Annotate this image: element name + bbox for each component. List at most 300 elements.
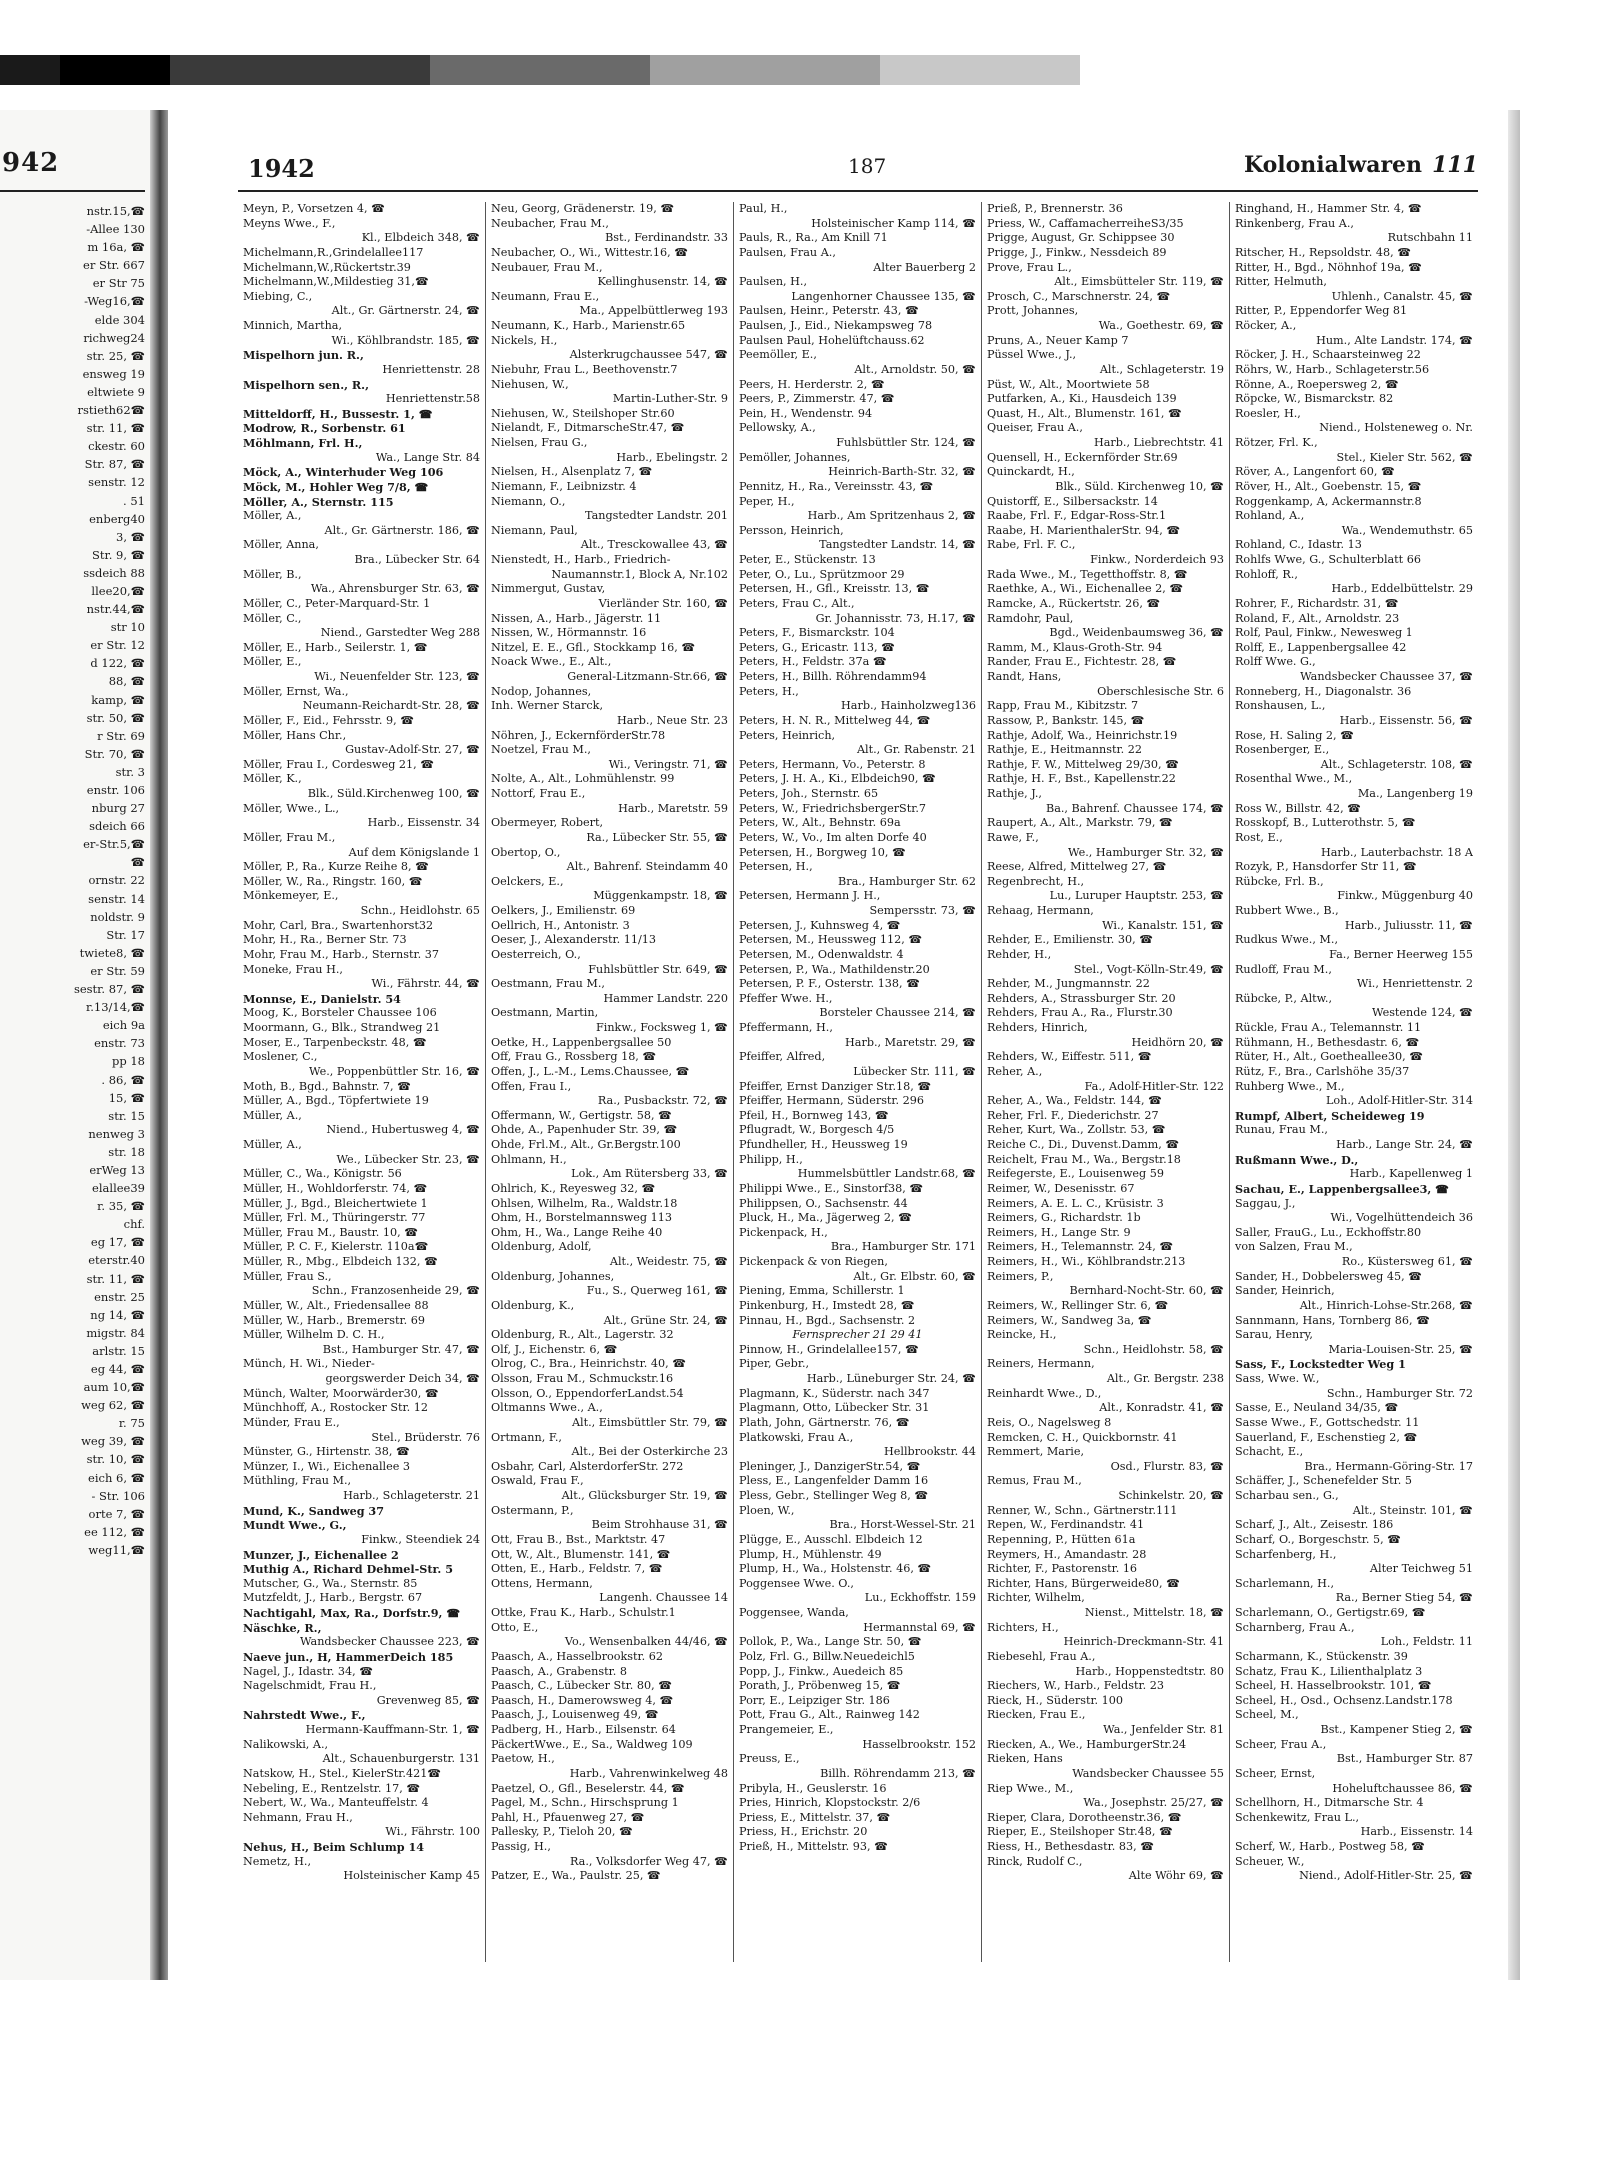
directory-entry-line: Müller, Frau M., Baustr. 10, ☎ bbox=[243, 1225, 419, 1239]
directory-entry-line: Olf, J., Eichenstr. 6, ☎ bbox=[491, 1342, 618, 1356]
directory-entry-line: Rehders, W., Eiffestr. 511, ☎ bbox=[987, 1050, 1152, 1064]
directory-entry-line: Quistorff, E., Silbersackstr. 14 bbox=[987, 494, 1158, 508]
directory-entry-line: Rütz, F., Bra., Carlshöhe 35/37 bbox=[1235, 1064, 1410, 1078]
directory-entry-line: Niebuhr, Frau L., Beethovenstr.7 bbox=[491, 362, 678, 376]
directory-entry-line: Wa., Ahrensburger Str. 63, ☎ bbox=[310, 582, 480, 596]
directory-entry-line: Ramdohr, Paul, bbox=[987, 611, 1074, 625]
directory-entry-line: Rosenberger, E., bbox=[1235, 743, 1330, 757]
facing-page-text bbox=[0, 202, 145, 1559]
directory-entry-line: Wi., Veringstr. 71, ☎ bbox=[608, 757, 728, 771]
directory-entry-line: Hasselbrookstr. 152 bbox=[862, 1737, 976, 1751]
directory-entry-line: Möller, Ernst, Wa., bbox=[243, 684, 349, 698]
directory-entry-line: Ross W., Billstr. 42, ☎ bbox=[1235, 801, 1362, 815]
directory-entry-line: Rieper, Clara, Dorotheenstr.36, ☎ bbox=[987, 1810, 1182, 1824]
directory-entry-line: Scharnberg, Frau A., bbox=[1235, 1620, 1355, 1634]
facing-page-line: ssdeich 88 bbox=[83, 565, 145, 580]
directory-entry-line: Paetow, H., bbox=[491, 1752, 555, 1766]
directory-entry-line: Wa., Goethestr. 69, ☎ bbox=[1098, 319, 1224, 332]
directory-entry-line: Paulsen, J., Eid., Niekampsweg 78 bbox=[739, 319, 933, 332]
directory-entry-line: Nickels, H., bbox=[491, 333, 558, 347]
directory-entry-line: Fuhlsbüttler Str. 124, ☎ bbox=[836, 436, 976, 449]
facing-page-line: r. 75 bbox=[118, 1416, 145, 1431]
directory-entry-line: PäckertWwe., E., Sa., Waldweg 109 bbox=[491, 1737, 693, 1751]
directory-entry-line: Raabe, H. MarienthalerStr. 94, ☎ bbox=[987, 523, 1181, 537]
directory-entry-line: Padberg, H., Harb., Eilsenstr. 64 bbox=[491, 1723, 676, 1736]
directory-entry-line: Tangstedter Landstr. 14, ☎ bbox=[819, 538, 976, 552]
directory-entry-line: Ma., Appelbüttlerweg 193 bbox=[579, 304, 728, 318]
directory-entry-line: Riess, H., Bethesdastr. 83, ☎ bbox=[987, 1840, 1155, 1853]
directory-entry-line: Möller, C., Peter-Marquard-Str. 1 bbox=[243, 596, 431, 610]
facing-page-line: er Str 75 bbox=[92, 276, 145, 291]
directory-entry-line: Rander, Frau E., Fichtestr. 28, ☎ bbox=[987, 655, 1177, 669]
directory-entry-line: Mohr, Carl, Bra., Swartenhorst32 bbox=[243, 918, 434, 932]
directory-entry-line: Pfeiffer, Ernst Danziger Str.18, ☎ bbox=[739, 1079, 932, 1093]
directory-entry-line: Ottke, Frau K., Harb., Schulstr.1 bbox=[491, 1606, 676, 1619]
header-rule bbox=[0, 190, 145, 192]
directory-entry-line: Richters, H., bbox=[987, 1620, 1059, 1634]
directory-entry-line: Offen, J., L.-M., Lems.Chaussee, ☎ bbox=[491, 1064, 690, 1078]
directory-entry-line: Scharlemann, H., bbox=[1235, 1576, 1335, 1590]
directory-column-1 bbox=[238, 202, 486, 1962]
book-binding bbox=[150, 110, 168, 1980]
directory-entry-line: Sannmann, Hans, Tornberg 86, ☎ bbox=[1235, 1313, 1431, 1327]
directory-entry-line: Rinkenberg, Frau A., bbox=[1235, 216, 1354, 230]
directory-entry-line: Hermannstal 69, ☎ bbox=[863, 1620, 976, 1634]
directory-entry-line: Prangemeier, E., bbox=[739, 1723, 834, 1736]
directory-entry-line: Peters, H., bbox=[739, 684, 799, 698]
scan-edge-mark bbox=[430, 55, 650, 85]
directory-entry-line: Peters, H., Feldstr. 37a ☎ bbox=[739, 655, 887, 669]
directory-entry-line: Ohlrich, K., Reyesweg 32, ☎ bbox=[491, 1181, 656, 1195]
directory-entry-line: Piening, Emma, Schillerstr. 1 bbox=[739, 1284, 905, 1298]
directory-entry-line: Pluck, H., Ma., Jägerweg 2, ☎ bbox=[739, 1211, 913, 1225]
facing-page-line: pp 18 bbox=[111, 1054, 145, 1069]
directory-entry-line: Auf dem Königslande 1 bbox=[348, 845, 480, 859]
directory-entry-line: Paetzel, O., Gfl., Beselerstr. 44, ☎ bbox=[491, 1781, 685, 1795]
directory-entry-line: Prigge, J., Finkw., Nessdeich 89 bbox=[987, 245, 1167, 259]
directory-entry-line: Pickenpack, H., bbox=[739, 1225, 828, 1239]
directory-entry-line: Alte Wöhr 69, ☎ bbox=[1128, 1869, 1224, 1883]
directory-entry-line: Pleninger, J., DanzigerStr.54, ☎ bbox=[739, 1459, 921, 1473]
directory-entry-line: Hummelsbüttler Landstr.68, ☎ bbox=[797, 1167, 976, 1181]
facing-page-line: richweg24 bbox=[83, 330, 145, 345]
facing-page-line: -Allee 130 bbox=[86, 222, 145, 237]
directory-entry-line: Möller, B., bbox=[243, 567, 302, 581]
facing-page-line: er Str. 59 bbox=[90, 963, 145, 978]
facing-page-line: er-Str.5,☎ bbox=[83, 837, 145, 852]
directory-entry-line: Münch, H. Wi., Nieder- bbox=[243, 1357, 375, 1371]
facing-page-line: str. 11, ☎ bbox=[86, 1271, 145, 1286]
directory-entry-line: Wi., Fährstr. 100 bbox=[385, 1825, 480, 1839]
directory-entry-line: Nagel, J., Idastr. 34, ☎ bbox=[243, 1664, 374, 1678]
page-header bbox=[238, 150, 1478, 186]
directory-entry-line: Rehders, Hinrich, bbox=[987, 1021, 1088, 1034]
facing-page-line: str. 3 bbox=[115, 764, 145, 779]
scan-edge-mark bbox=[0, 55, 60, 85]
directory-entry-line: Holsteinischer Kamp 45 bbox=[343, 1869, 480, 1883]
directory-entry-line: Mohr, Frau M., Harb., Sternstr. 37 bbox=[243, 947, 439, 961]
page-edge bbox=[1508, 110, 1520, 1980]
directory-entry-line: Patzer, E., Wa., Paulstr. 25, ☎ bbox=[491, 1869, 661, 1883]
directory-entry-line: Rutschbahn 11 bbox=[1387, 231, 1473, 245]
directory-entry-line: Pahl, H., Pfauenweg 27, ☎ bbox=[491, 1810, 645, 1824]
directory-entry-line: Ra., Pusbackstr. 72, ☎ bbox=[597, 1094, 728, 1108]
directory-entry-line: Finkw., Steendiek 24 bbox=[361, 1532, 480, 1546]
directory-entry-line: Reher, A., bbox=[987, 1064, 1043, 1078]
facing-page-line: enberg40 bbox=[89, 511, 145, 526]
directory-entry-line: Priess, W., CaffamacherreiheS3/35 bbox=[987, 216, 1184, 230]
directory-entry-line: Mönkemeyer, E., bbox=[243, 889, 339, 903]
directory-entry-line: Pfundheller, H., Heussweg 19 bbox=[739, 1138, 908, 1151]
directory-entry-line: Wandsbecker Chaussee 223, ☎ bbox=[300, 1635, 480, 1649]
directory-entry-line: Scharmann, K., Stückenstr. 39 bbox=[1235, 1649, 1408, 1663]
facing-page-line: kamp, ☎ bbox=[91, 692, 145, 707]
directory-entry-line: Philippsen, O., Sachsenstr. 44 bbox=[739, 1196, 908, 1210]
directory-entry-line: Hum., Alte Landstr. 174, ☎ bbox=[1316, 333, 1473, 347]
directory-entry-line: Münder, Frau E., bbox=[243, 1415, 340, 1429]
directory-entry-line: Priess, H., Erichstr. 20 bbox=[739, 1825, 868, 1839]
directory-entry-line: Harb., Hainholzweg136 bbox=[841, 699, 976, 713]
directory-entry-line: Putfarken, A., Ki., Hausdeich 139 bbox=[987, 392, 1177, 406]
directory-entry-line: Ronshausen, L., bbox=[1235, 699, 1326, 713]
directory-entry-line: Munzer, J., Eichenallee 2 bbox=[243, 1547, 399, 1562]
directory-entry-line: Loh., Feldstr. 11 bbox=[1380, 1635, 1473, 1649]
directory-entry-line: Wa., Jenfelder Str. 81 bbox=[1103, 1723, 1224, 1736]
directory-entry-line: Prosch, C., Marschnerstr. 24, ☎ bbox=[987, 289, 1171, 303]
directory-entry-line: Oswald, Frau F., bbox=[491, 1474, 584, 1488]
directory-entry-line: Harb., Am Spritzenhaus 2, ☎ bbox=[807, 509, 976, 523]
directory-entry-line: Schatz, Frau K., Lilienthalplatz 3 bbox=[1235, 1664, 1423, 1678]
directory-entry-line: Harb., Vahrenwinkelweg 48 bbox=[569, 1766, 728, 1780]
directory-entry-line: Rapp, Frau M., Kibitzstr. 7 bbox=[987, 699, 1139, 713]
directory-entry-line: Michelmann,W.,Mildestieg 31,☎ bbox=[243, 275, 429, 289]
directory-entry-line: Paulsen, H., bbox=[739, 275, 808, 289]
directory-entry-line: Scharf, O., Borgeschstr. 5, ☎ bbox=[1235, 1532, 1402, 1546]
directory-entry-line: Müller, R., Mbg., Elbdeich 132, ☎ bbox=[243, 1255, 438, 1268]
directory-entry-line: Reimers, W., Sandweg 3a, ☎ bbox=[987, 1313, 1152, 1327]
directory-entry-line: Wi., Fährstr. 44, ☎ bbox=[371, 977, 480, 991]
directory-entry-line: Neumann, Frau E., bbox=[491, 289, 600, 303]
directory-entry-line: Finkw., Müggenburg 40 bbox=[1337, 889, 1473, 903]
directory-entry-line: Plagmann, K., Süderstr. nach 347 bbox=[739, 1386, 930, 1400]
directory-entry-line: Niend., Holsteneweg o. Nr. bbox=[1319, 421, 1473, 435]
directory-entry-line: Petersen, H., Borgweg 10, ☎ bbox=[739, 845, 906, 859]
directory-entry-line: Oberschlesische Str. 6 bbox=[1097, 684, 1224, 698]
directory-entry-line: Röhrs, W., Harb., Schlageterstr.56 bbox=[1235, 362, 1430, 376]
facing-page-line: Str. 9, ☎ bbox=[92, 547, 145, 562]
directory-entry-line: Möck, A., Winterhuder Weg 106 bbox=[243, 465, 444, 480]
directory-entry-line: Alsterkrugchaussee 547, ☎ bbox=[569, 348, 728, 362]
directory-entry-line: Wa., Josephstr. 25/27, ☎ bbox=[1083, 1796, 1224, 1810]
directory-entry-line: We., Hamburger Str. 32, ☎ bbox=[1068, 845, 1224, 859]
facing-page-line: Str. 70, ☎ bbox=[84, 746, 145, 761]
directory-entry-line: Oelkers, J., Emilienstr. 69 bbox=[491, 904, 636, 917]
directory-entry-line: Schn., Hamburger Str. 72 bbox=[1326, 1386, 1473, 1400]
directory-entry-line: Alt., Gr. Gärtnerstr. 186, ☎ bbox=[324, 523, 480, 537]
directory-entry-line: Ra., Volksdorfer Weg 47, ☎ bbox=[569, 1854, 728, 1868]
directory-entry-line: Vo., Wensenbalken 44/46, ☎ bbox=[564, 1635, 728, 1649]
directory-entry-line: Peter, E., Stückenstr. 13 bbox=[739, 553, 876, 566]
directory-entry-line: Bra., Lübecker Str. 64 bbox=[354, 553, 480, 566]
directory-entry-line: Miebing, C., bbox=[243, 289, 313, 303]
directory-entry-line: Saggau, J., bbox=[1235, 1196, 1296, 1210]
directory-entry-line: We., Poppenbüttler Str. 16, ☎ bbox=[309, 1064, 480, 1078]
directory-entry-line: Röver, H., Alt., Goebenstr. 15, ☎ bbox=[1235, 479, 1422, 493]
directory-entry-line: Münster, G., Hirtenstr. 38, ☎ bbox=[243, 1445, 410, 1459]
directory-entry-line: Rose, H. Saling 2, ☎ bbox=[1235, 728, 1355, 742]
directory-entry-line: Riechers, W., Harb., Feldstr. 23 bbox=[987, 1679, 1164, 1693]
directory-columns bbox=[238, 202, 1478, 1962]
directory-entry-line: Lübecker Str. 111, ☎ bbox=[853, 1064, 976, 1078]
directory-entry-line: Stel., Vogt-Kölln-Str.49, ☎ bbox=[1073, 962, 1224, 976]
directory-entry-line: Ronneberg, H., Diagonalstr. 36 bbox=[1235, 684, 1412, 698]
directory-entry-line: Müggenkampstr. 18, ☎ bbox=[593, 889, 728, 903]
directory-entry-line: Hoheluftchaussee 86, ☎ bbox=[1332, 1781, 1473, 1795]
directory-entry-line: Harb., Lauterbachstr. 18 A bbox=[1320, 845, 1473, 859]
directory-entry-line: Harb., Eissenstr. 56, ☎ bbox=[1339, 713, 1473, 727]
directory-entry-line: Wi., Neuenfelder Str. 123, ☎ bbox=[314, 670, 480, 683]
directory-entry-line: Blk., Süld. Kirchenweg 10, ☎ bbox=[1055, 479, 1224, 493]
directory-entry-line: Nachtigahl, Max, Ra., Dorfstr.9, ☎ bbox=[243, 1606, 461, 1620]
directory-entry-line: Moser, E., Tarpenbeckstr. 48, ☎ bbox=[243, 1035, 427, 1049]
directory-entry-line: Neubauer, Frau M., bbox=[491, 260, 603, 274]
directory-entry-line: Mispelhorn sen., R., bbox=[243, 377, 369, 392]
facing-page-left bbox=[0, 110, 150, 1980]
directory-entry-line: Peters, J. H. A., Ki., Elbdeich90, ☎ bbox=[739, 772, 936, 786]
scan-margin bbox=[0, 0, 1600, 55]
facing-page-line: str. 15 bbox=[108, 1108, 145, 1123]
directory-entry-line: Möller, Hans Chr., bbox=[243, 728, 347, 742]
directory-entry-line: Pickenpack & von Riegen, bbox=[739, 1255, 888, 1268]
directory-entry-line: Monnse, E., Danielstr. 54 bbox=[243, 991, 401, 1006]
directory-entry-line: Rabe, Frl. F. C., bbox=[987, 538, 1076, 552]
facing-page-line: str. 10, ☎ bbox=[86, 1452, 145, 1467]
directory-entry-line: Sass, Wwe. W., bbox=[1235, 1372, 1320, 1385]
directory-entry-line: Pfeil, H., Bornweg 143, ☎ bbox=[739, 1108, 889, 1122]
facing-page-line: enstr. 73 bbox=[94, 1036, 145, 1051]
directory-entry-line: Reher, A., Wa., Feldstr. 144, ☎ bbox=[987, 1094, 1163, 1108]
directory-entry-line: Reimers, H., Telemannstr. 24, ☎ bbox=[987, 1240, 1174, 1254]
directory-entry-line: Rötzer, Frl. K., bbox=[1235, 436, 1318, 449]
directory-entry-line: Reimers, H., Lange Str. 9 bbox=[987, 1225, 1131, 1239]
directory-entry-line: Ritter, Helmuth, bbox=[1235, 275, 1327, 289]
directory-entry-line: Riebesehl, Frau A., bbox=[987, 1649, 1096, 1663]
directory-entry-line: Prieß, P., Brennerstr. 36 bbox=[987, 202, 1123, 215]
directory-entry-line: Rosenthal Wwe., M., bbox=[1235, 772, 1353, 786]
directory-entry-line: Niehusen, W., bbox=[491, 377, 569, 391]
directory-entry-line: Ra., Lübecker Str. 55, ☎ bbox=[586, 830, 728, 844]
directory-entry-line: Paasch, J., Louisenweg 49, ☎ bbox=[491, 1708, 659, 1722]
directory-entry-line: Peters, Heinrich, bbox=[739, 728, 836, 742]
directory-entry-line: Schn., Heidlohstr. 58, ☎ bbox=[1083, 1342, 1224, 1356]
directory-entry-line: Rozyk, P., Hansdorfer Str 11, ☎ bbox=[1235, 860, 1417, 874]
directory-entry-line: Natskow, H., Stel., KielerStr.421☎ bbox=[243, 1766, 442, 1780]
directory-entry-line: Roland, F., Alt., Arnoldstr. 23 bbox=[1235, 611, 1400, 625]
directory-entry-line: Rehders, Frau A., Ra., Flurstr.30 bbox=[987, 1006, 1173, 1020]
facing-page-line: 15, ☎ bbox=[108, 1090, 145, 1105]
directory-entry-line: Lok., Am Rütersberg 33, ☎ bbox=[571, 1167, 728, 1181]
directory-entry-line: Harb., Hoppenstedtstr. 80 bbox=[1075, 1664, 1224, 1678]
directory-entry-line: Reese, Alfred, Mittelweg 27, ☎ bbox=[987, 860, 1167, 874]
directory-entry-line: Pallesky, P., Tieloh 20, ☎ bbox=[491, 1825, 633, 1839]
directory-entry-line: Röpcke, W., Bismarckstr. 82 bbox=[1235, 392, 1394, 406]
facing-page-line: enstr. 25 bbox=[94, 1289, 145, 1304]
directory-entry-line: Scharfenberg, H., bbox=[1235, 1547, 1337, 1561]
directory-entry-line: We., Lübecker Str. 23, ☎ bbox=[336, 1152, 480, 1166]
directory-entry-line: Pott, Frau G., Alt., Rainweg 142 bbox=[739, 1708, 920, 1722]
directory-entry-line: Rubbert Wwe., B., bbox=[1235, 904, 1339, 917]
directory-entry-line: Paasch, C., Lübecker Str. 80, ☎ bbox=[491, 1679, 673, 1693]
directory-entry-line: Mohr, H., Ra., Berner Str. 73 bbox=[243, 933, 407, 947]
directory-entry-line: Alt., Steinstr. 101, ☎ bbox=[1352, 1503, 1473, 1517]
facing-page-line: orte 7, ☎ bbox=[88, 1506, 145, 1521]
directory-entry-line: Renner, W., Schn., Gärtnerstr.111 bbox=[987, 1503, 1178, 1517]
directory-entry-line: Hermann-Kauffmann-Str. 1, ☎ bbox=[305, 1723, 480, 1736]
directory-entry-line: Müthling, Frau M., bbox=[243, 1474, 352, 1488]
directory-entry-line: georgswerder Deich 34, ☎ bbox=[325, 1372, 480, 1385]
directory-entry-line: Harb., Schlageterstr. 21 bbox=[343, 1489, 480, 1502]
directory-entry-line: Näschke, R., bbox=[243, 1620, 322, 1635]
directory-entry-line: Otto, E., bbox=[491, 1620, 539, 1634]
directory-entry-line: Piper, Gebr., bbox=[739, 1357, 810, 1371]
directory-entry-line: Harb., Lüneburger Str. 24, ☎ bbox=[806, 1372, 976, 1385]
directory-entry-line: Sarau, Henry, bbox=[1235, 1328, 1313, 1342]
facing-page-line: nstr.15,☎ bbox=[86, 204, 145, 218]
facing-page-line: senstr. 14 bbox=[88, 891, 145, 906]
directory-entry-line: Reiche C., Di., Duvenst.Damm, ☎ bbox=[987, 1138, 1180, 1151]
facing-page-line: sestr. 87, ☎ bbox=[73, 982, 145, 997]
facing-page-line: m 16a, ☎ bbox=[87, 240, 145, 255]
directory-entry-line: Bst., Kampener Stieg 2, ☎ bbox=[1320, 1723, 1473, 1736]
directory-entry-line: Niend., Hubertusweg 4, ☎ bbox=[326, 1123, 480, 1137]
directory-entry-line: Peters, Frau C., Alt., bbox=[739, 596, 855, 610]
directory-entry-line: Reher, Kurt, Wa., Zollstr. 53, ☎ bbox=[987, 1123, 1166, 1137]
directory-entry-line: Moormann, G., Blk., Strandweg 21 bbox=[243, 1021, 441, 1034]
directory-entry-line: Osd., Flurstr. 83, ☎ bbox=[1110, 1459, 1224, 1473]
directory-entry-line: Poggensee Wwe. O., bbox=[739, 1576, 854, 1590]
facing-page-line: str. 25, ☎ bbox=[86, 348, 145, 363]
directory-entry-line: Peters, W., Vo., Im alten Dorfe 40 bbox=[739, 830, 927, 844]
facing-page-line: migstr. 84 bbox=[86, 1325, 145, 1340]
facing-page-line: r. 35, ☎ bbox=[97, 1199, 145, 1214]
directory-entry-line: Oldenburg, Johannes, bbox=[491, 1269, 615, 1283]
directory-entry-line: Fa., Berner Heerweg 155 bbox=[1329, 947, 1473, 961]
directory-entry-line: Scheel, H. Hasselbrookstr. 101, ☎ bbox=[1235, 1679, 1432, 1693]
directory-entry-line: Paasch, A., Hasselbrookstr. 62 bbox=[491, 1649, 664, 1663]
directory-entry-line: Ba., Bahrenf. Chaussee 174, ☎ bbox=[1045, 801, 1224, 815]
directory-entry-line: Oestmann, Frau M., bbox=[491, 977, 605, 991]
directory-entry-line: Scheer, Frau A., bbox=[1235, 1737, 1327, 1751]
directory-entry-line: Loh., Adolf-Hitler-Str. 314 bbox=[1325, 1094, 1473, 1108]
directory-entry-line: Alt., Weidestr. 75, ☎ bbox=[609, 1255, 728, 1268]
directory-entry-line: Paulsen, Frau A., bbox=[739, 245, 836, 259]
directory-entry-line: General-Litzmann-Str.66, ☎ bbox=[567, 670, 728, 683]
directory-entry-line: Paul, H., bbox=[739, 202, 788, 215]
directory-entry-line: Reimers, G., Richardstr. 1b bbox=[987, 1211, 1141, 1225]
directory-entry-line: Quast, H., Alt., Blumenstr. 161, ☎ bbox=[987, 406, 1182, 420]
facing-page-line: eg 17, ☎ bbox=[90, 1235, 145, 1250]
directory-entry-line: Sachau, E., Lappenbergsallee3, ☎ bbox=[1235, 1181, 1450, 1196]
directory-entry-line: Rieken, Hans bbox=[987, 1752, 1063, 1766]
directory-entry-line: Hellbrookstr. 44 bbox=[884, 1445, 976, 1459]
directory-entry-line: Ritscher, H., Repsoldstr. 48, ☎ bbox=[1235, 245, 1412, 259]
directory-entry-line: Oldenburg, R., Alt., Lagerstr. 32 bbox=[491, 1328, 674, 1342]
directory-entry-line: Rehder, M., Jungmannstr. 22 bbox=[987, 977, 1150, 991]
directory-entry-line: Sass, F., Lockstedter Weg 1 bbox=[1235, 1357, 1406, 1372]
directory-entry-line: Uhlenh., Canalstr. 45, ☎ bbox=[1331, 289, 1473, 303]
section-page-number: 111 bbox=[1432, 152, 1478, 178]
directory-entry-line: Prieß, H., Mittelstr. 93, ☎ bbox=[739, 1840, 889, 1853]
directory-entry-line: Mutscher, G., Wa., Sternstr. 85 bbox=[243, 1576, 418, 1590]
facing-page-line: arlstr. 15 bbox=[92, 1343, 145, 1358]
directory-entry-line: Bra., Horst-Wessel-Str. 21 bbox=[829, 1518, 976, 1532]
directory-entry-line: Philippi Wwe., E., Sinstorf38, ☎ bbox=[739, 1181, 924, 1195]
directory-entry-line: Porr, E., Leipziger Str. 186 bbox=[739, 1693, 890, 1707]
directory-entry-line: Rost, E., bbox=[1235, 830, 1283, 844]
directory-entry-line: Pless, Gebr., Stellinger Weg 8, ☎ bbox=[739, 1489, 929, 1502]
facing-page-line: elallee39 bbox=[92, 1181, 145, 1196]
directory-entry-line: Nolte, A., Alt., Lohmühlenstr. 99 bbox=[491, 772, 675, 786]
directory-entry-line: Pemöller, Johannes, bbox=[739, 450, 851, 464]
directory-entry-line: Rohrer, F., Richardstr. 31, ☎ bbox=[1235, 596, 1399, 610]
directory-entry-line: Nimmergut, Gustav, bbox=[491, 582, 606, 596]
directory-entry-line: Peers, P., Zimmerstr. 47, ☎ bbox=[739, 392, 895, 406]
directory-entry-line: Rathje, J., bbox=[987, 787, 1042, 800]
directory-entry-line: Heidhörn 20, ☎ bbox=[1131, 1035, 1224, 1049]
directory-entry-line: Oesterreich, O., bbox=[491, 947, 581, 961]
directory-entry-line: Ritter, P., Eppendorfer Weg 81 bbox=[1235, 304, 1408, 318]
directory-entry-line: Rieper, E., Steilshoper Str.48, ☎ bbox=[987, 1825, 1173, 1839]
directory-entry-line: Moth, B., Bgd., Bahnstr. 7, ☎ bbox=[243, 1079, 412, 1093]
facing-page-line: noldstr. 9 bbox=[90, 909, 145, 924]
directory-entry-line: Ringhand, H., Hammer Str. 4, ☎ bbox=[1235, 202, 1422, 215]
directory-entry-line: Olsson, Frau M., Schmuckstr.16 bbox=[491, 1372, 674, 1385]
directory-entry-line: Rathje, F. W., Mittelweg 29/30, ☎ bbox=[987, 757, 1180, 771]
directory-entry-line: Otten, E., Harb., Feldstr. 7, ☎ bbox=[491, 1562, 663, 1576]
directory-entry-line: Ma., Langenberg 19 bbox=[1357, 787, 1473, 800]
directory-entry-line: Pfeffer Wwe. H., bbox=[739, 991, 833, 1005]
directory-entry-line: Nehmann, Frau H., bbox=[243, 1810, 353, 1824]
directory-entry-line: Bst., Hamburger Str. 47, ☎ bbox=[322, 1342, 480, 1356]
facing-page-line: llee20,☎ bbox=[91, 583, 145, 598]
directory-page bbox=[168, 110, 1508, 1980]
directory-entry-line: Raupert, A., Alt., Markstr. 79, ☎ bbox=[987, 816, 1173, 830]
directory-entry-line: Oetke, H., Lappenbergsallee 50 bbox=[491, 1035, 672, 1049]
directory-entry-line: Platkowski, Frau A., bbox=[739, 1430, 854, 1444]
directory-entry-line: Runau, Frau M., bbox=[1235, 1123, 1328, 1137]
directory-entry-line: Scharbau sen., G., bbox=[1235, 1489, 1339, 1502]
facing-page-line: eg 44, ☎ bbox=[90, 1362, 145, 1376]
directory-entry-line: Harb., Eissenstr. 34 bbox=[367, 816, 480, 830]
running-head bbox=[1244, 152, 1478, 178]
facing-page-line: er Str. 667 bbox=[83, 258, 145, 273]
directory-entry-line: Rathje, H. F., Bst., Kapellenstr.22 bbox=[987, 772, 1176, 786]
directory-entry-line: Oldenburg, K., bbox=[491, 1298, 575, 1312]
directory-entry-line: Beim Strohhause 31, ☎ bbox=[591, 1518, 728, 1532]
facing-page-line: Str. 17 bbox=[106, 927, 145, 942]
directory-entry-line: Osbahr, Carl, AlsterdorferStr. 272 bbox=[491, 1459, 684, 1473]
directory-entry-line: Peters, H., Billh. Röhrendamm94 bbox=[739, 670, 927, 683]
directory-entry-line: Stel., Kieler Str. 562, ☎ bbox=[1336, 450, 1473, 464]
directory-entry-line: Reimers, W., Rellinger Str. 6, ☎ bbox=[987, 1298, 1169, 1312]
directory-entry-line: Niend., Adolf-Hitler-Str. 25, ☎ bbox=[1299, 1869, 1473, 1883]
directory-entry-line: Rohloff, R., bbox=[1235, 567, 1298, 581]
directory-entry-line: Petersen, J., Kuhnsweg 4, ☎ bbox=[739, 918, 901, 932]
directory-entry-line: Möller, A., Sternstr. 115 bbox=[243, 494, 394, 509]
facing-page-line: ornstr. 22 bbox=[88, 873, 145, 888]
directory-entry-line: Remcken, C. H., Quickbornstr. 41 bbox=[987, 1430, 1178, 1444]
directory-entry-line: Möller, Anna, bbox=[243, 538, 319, 552]
